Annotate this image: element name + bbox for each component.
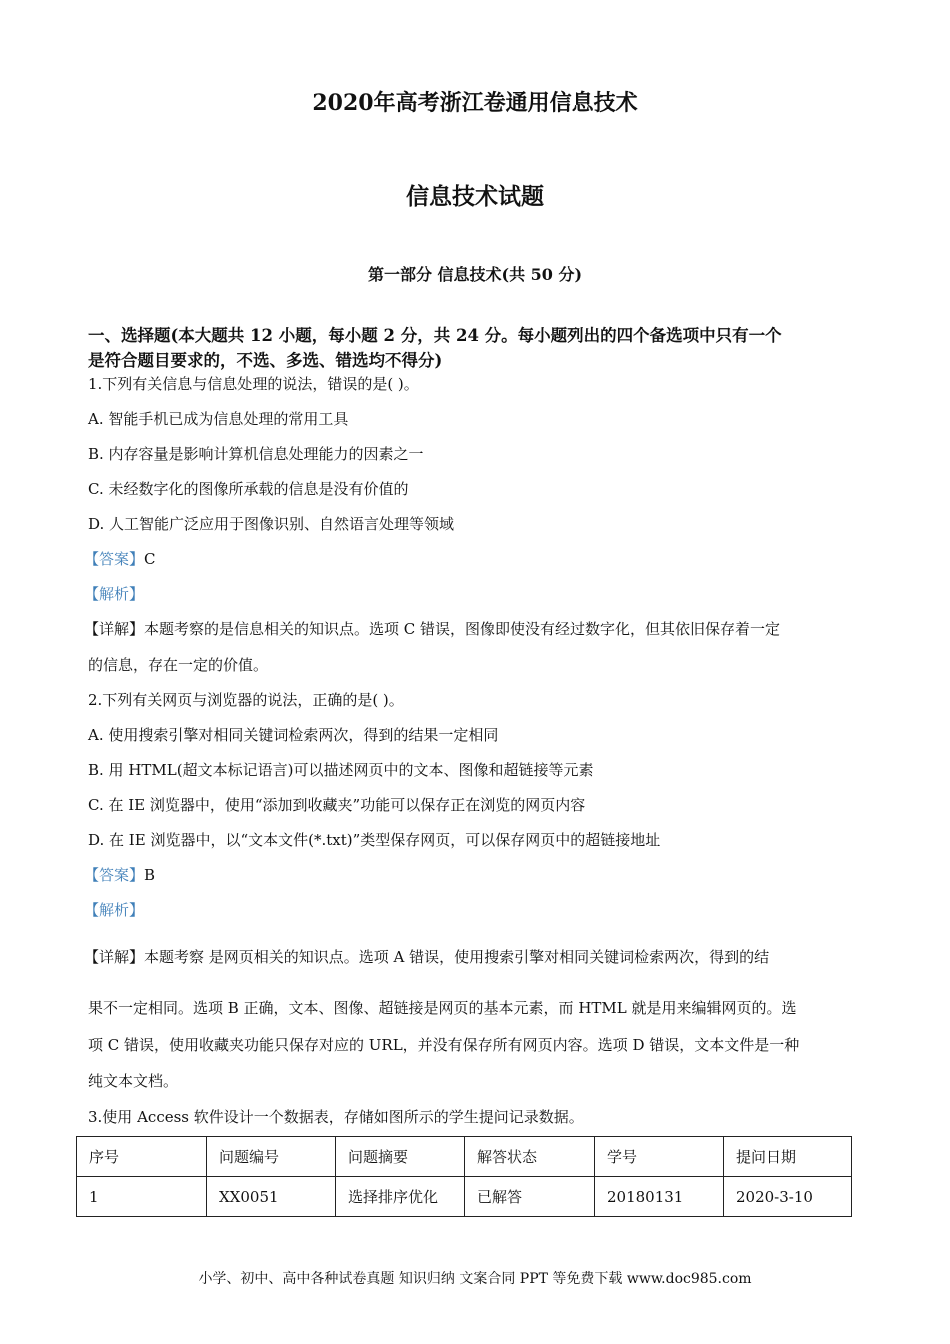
q2-answer-value: B [144, 866, 156, 884]
q1-detail-line2: 的信息，存在一定的价值。 [88, 656, 269, 674]
q2-answer-label: 【答案】 [84, 866, 145, 884]
q2-answer [84, 864, 155, 885]
q1-detail [84, 618, 780, 639]
table-header-cell: 提问日期 [724, 1137, 852, 1177]
q2-detail-label: 【详解】 [84, 948, 145, 966]
table-cell: 已解答 [465, 1177, 595, 1217]
table-header-cell: 解答状态 [465, 1137, 595, 1177]
q2-detail-line2: 果不一定相同。选项 B 正确，文本、图像、超链接是网页的基本元素，而 HTML 就是用来编辑网页的。选 [88, 999, 797, 1017]
section-heading-line1: 一、选择题(本大题共 12 小题，每小题 2 分，共 24 分。每小题列出的四个备选项中只有一个 [88, 326, 782, 345]
student-question-table [76, 1136, 852, 1217]
table-header-cell: 问题摘要 [336, 1137, 465, 1177]
q3-stem: 3.使用 Access 软件设计一个数据表，存储如图所示的学生提问记录数据。 [88, 1108, 584, 1126]
q1-option-d: D. 人工智能广泛应用于图像识别、自然语言处理等领域 [88, 515, 455, 533]
q2-option-c: C. 在 IE 浏览器中，使用“添加到收藏夹”功能可以保存正在浏览的网页内容 [88, 796, 586, 814]
q2-detail-line4: 纯文本文档。 [88, 1072, 179, 1090]
table-cell: 20180131 [595, 1177, 724, 1217]
table-row [77, 1177, 852, 1217]
q2-option-b: B. 用 HTML(超文本标记语言)可以描述网页中的文本、图像和超链接等元素 [88, 761, 594, 779]
q1-option-b: B. 内存容量是影响计算机信息处理能力的因素之一 [88, 445, 424, 463]
q2-detail-line3: 项 C 错误，使用收藏夹功能只保存对应的 URL，并没有保存所有网页内容。选项 D 错误，文本文件是一种 [88, 1036, 800, 1054]
q1-stem: 1.下列有关信息与信息处理的说法，错误的是( )。 [88, 375, 419, 393]
q1-analysis-label: 【解析】 [84, 585, 145, 603]
table-cell: XX0051 [207, 1177, 336, 1217]
table-cell: 1 [77, 1177, 207, 1217]
q2-detail-text: 本题考察 是网页相关的知识点。选项 A 错误，使用搜索引擎对相同关键词检索两次，得到的结 [144, 948, 770, 966]
q2-analysis-label: 【解析】 [84, 901, 145, 919]
q1-option-c: C. 未经数字化的图像所承载的信息是没有价值的 [88, 480, 409, 498]
table-cell: 2020-3-10 [724, 1177, 852, 1217]
q1-detail-text: 本题考察的是信息相关的知识点。选项 C 错误，图像即使没有经过数字化，但其依旧保存着一定 [144, 620, 781, 638]
table-header-cell: 序号 [77, 1137, 207, 1177]
q2-option-a: A. 使用搜索引擎对相同关键词检索两次，得到的结果一定相同 [88, 726, 499, 744]
table-header-cell: 问题编号 [207, 1137, 336, 1177]
q2-detail [84, 946, 769, 967]
main-title: 2020年高考浙江卷通用信息技术 [312, 90, 638, 116]
section-heading-line2: 是符合题目要求的，不选、多选、错选均不得分) [88, 351, 443, 370]
q2-option-d: D. 在 IE 浏览器中，以“文本文件(*.txt)”类型保存网页，可以保存网页中的超链接地址 [88, 831, 661, 849]
page-footer: 小学、初中、高中各种试卷真题 知识归纳 文案合同 PPT 等免费下载 www.doc985.com [198, 1271, 752, 1287]
q1-option-a: A. 智能手机已成为信息处理的常用工具 [88, 410, 349, 428]
table-cell: 选择排序优化 [336, 1177, 465, 1217]
table-header-row [77, 1137, 852, 1177]
q1-answer [84, 548, 156, 569]
q2-stem: 2.下列有关网页与浏览器的说法，正确的是( )。 [88, 691, 404, 709]
table-header-cell: 学号 [595, 1137, 724, 1177]
q1-answer-value: C [144, 550, 156, 568]
q1-detail-label: 【详解】 [84, 620, 145, 638]
part-title: 第一部分 信息技术(共 50 分) [367, 265, 583, 284]
q1-answer-label: 【答案】 [84, 550, 145, 568]
sub-title: 信息技术试题 [406, 183, 544, 210]
